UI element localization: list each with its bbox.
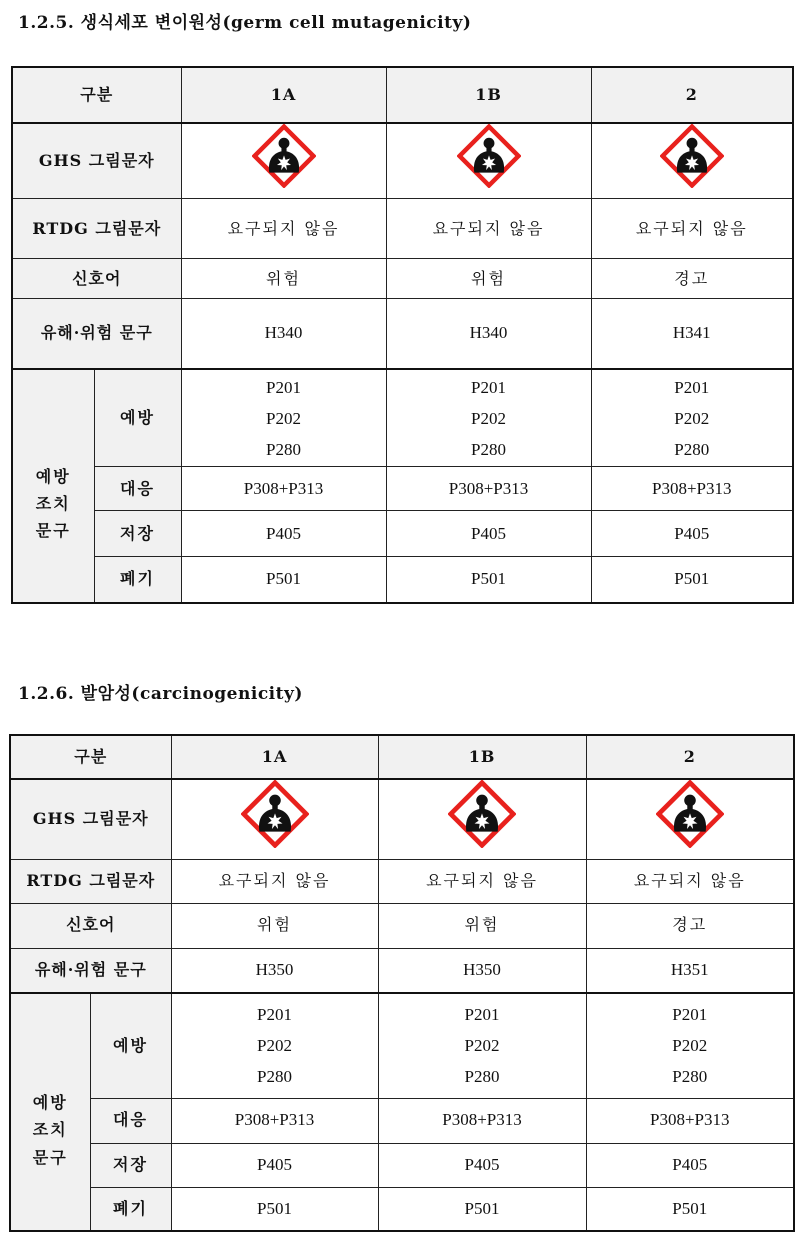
precaution-group-label: 예방 조치 문구 bbox=[12, 369, 94, 603]
disposal-code: P501 bbox=[171, 1187, 378, 1231]
response-code: P308+P313 bbox=[378, 1098, 586, 1143]
health-hazard-icon bbox=[660, 124, 724, 198]
rtdg-value: 요구되지 않음 bbox=[586, 859, 794, 903]
row-label-rtdg: RTDG 그림문자 bbox=[10, 859, 171, 903]
health-hazard-icon bbox=[656, 780, 724, 858]
row-label-disposal: 폐기 bbox=[94, 557, 181, 603]
ghs-cell bbox=[591, 123, 793, 199]
row-label-hazard: 유해·위험 문구 bbox=[12, 299, 181, 369]
signal-word: 위험 bbox=[171, 903, 378, 948]
rtdg-value: 요구되지 않음 bbox=[386, 199, 591, 259]
hazard-table bbox=[11, 66, 794, 604]
ghs-cell bbox=[586, 779, 794, 859]
storage-code: P405 bbox=[386, 511, 591, 557]
response-code: P308+P313 bbox=[591, 467, 793, 511]
row-label-storage: 저장 bbox=[90, 1143, 171, 1187]
category-header: 1B bbox=[386, 67, 591, 123]
response-code: P308+P313 bbox=[171, 1098, 378, 1143]
prevention-codes: P201 P202 P280 bbox=[378, 993, 586, 1098]
disposal-code: P501 bbox=[378, 1187, 586, 1231]
row-label-rtdg: RTDG 그림문자 bbox=[12, 199, 181, 259]
row-label-signal: 신호어 bbox=[12, 259, 181, 299]
header-label: 구분 bbox=[10, 735, 171, 779]
row-label-hazard: 유해·위험 문구 bbox=[10, 948, 171, 993]
rtdg-value: 요구되지 않음 bbox=[181, 199, 386, 259]
ghs-cell bbox=[378, 779, 586, 859]
hazard-statement: H340 bbox=[386, 299, 591, 369]
row-label-signal: 신호어 bbox=[10, 903, 171, 948]
rtdg-value: 요구되지 않음 bbox=[171, 859, 378, 903]
ghs-cell bbox=[386, 123, 591, 199]
row-label-ghs: GHS 그림문자 bbox=[12, 123, 181, 199]
ghs-cell bbox=[171, 779, 378, 859]
rtdg-value: 요구되지 않음 bbox=[591, 199, 793, 259]
row-label-ghs: GHS 그림문자 bbox=[10, 779, 171, 859]
storage-code: P405 bbox=[591, 511, 793, 557]
prevention-codes: P201 P202 P280 bbox=[171, 993, 378, 1098]
disposal-code: P501 bbox=[386, 557, 591, 603]
signal-word: 경고 bbox=[591, 259, 793, 299]
signal-word: 위험 bbox=[378, 903, 586, 948]
storage-code: P405 bbox=[171, 1143, 378, 1187]
hazard-statement: H340 bbox=[181, 299, 386, 369]
hazard-statement: H350 bbox=[378, 948, 586, 993]
prevention-codes: P201 P202 P280 bbox=[181, 369, 386, 467]
header-label: 구분 bbox=[12, 67, 181, 123]
storage-code: P405 bbox=[181, 511, 386, 557]
precaution-group-label: 예방 조치 문구 bbox=[10, 993, 90, 1231]
prevention-codes: P201 P202 P280 bbox=[386, 369, 591, 467]
health-hazard-icon bbox=[457, 124, 521, 198]
signal-word: 위험 bbox=[386, 259, 591, 299]
response-code: P308+P313 bbox=[386, 467, 591, 511]
hazard-table bbox=[9, 734, 795, 1232]
section-heading: 1.2.5. 생식세포 변이원성(germ cell mutagenicity) bbox=[18, 13, 472, 33]
signal-word: 경고 bbox=[586, 903, 794, 948]
row-label-response: 대응 bbox=[94, 467, 181, 511]
category-header: 1A bbox=[171, 735, 378, 779]
row-label-prevention: 예방 bbox=[94, 369, 181, 467]
response-code: P308+P313 bbox=[586, 1098, 794, 1143]
storage-code: P405 bbox=[378, 1143, 586, 1187]
disposal-code: P501 bbox=[586, 1187, 794, 1231]
health-hazard-icon bbox=[241, 780, 309, 858]
response-code: P308+P313 bbox=[181, 467, 386, 511]
row-label-prevention: 예방 bbox=[90, 993, 171, 1098]
category-header: 1A bbox=[181, 67, 386, 123]
disposal-code: P501 bbox=[181, 557, 386, 603]
prevention-codes: P201 P202 P280 bbox=[586, 993, 794, 1098]
health-hazard-icon bbox=[252, 124, 316, 198]
ghs-cell bbox=[181, 123, 386, 199]
category-header: 1B bbox=[378, 735, 586, 779]
storage-code: P405 bbox=[586, 1143, 794, 1187]
health-hazard-icon bbox=[448, 780, 516, 858]
hazard-statement: H351 bbox=[586, 948, 794, 993]
rtdg-value: 요구되지 않음 bbox=[378, 859, 586, 903]
row-label-disposal: 폐기 bbox=[90, 1187, 171, 1231]
signal-word: 위험 bbox=[181, 259, 386, 299]
hazard-statement: H350 bbox=[171, 948, 378, 993]
row-label-response: 대응 bbox=[90, 1098, 171, 1143]
section-heading: 1.2.6. 발암성(carcinogenicity) bbox=[18, 684, 303, 704]
category-header: 2 bbox=[586, 735, 794, 779]
hazard-statement: H341 bbox=[591, 299, 793, 369]
row-label-storage: 저장 bbox=[94, 511, 181, 557]
disposal-code: P501 bbox=[591, 557, 793, 603]
prevention-codes: P201 P202 P280 bbox=[591, 369, 793, 467]
category-header: 2 bbox=[591, 67, 793, 123]
